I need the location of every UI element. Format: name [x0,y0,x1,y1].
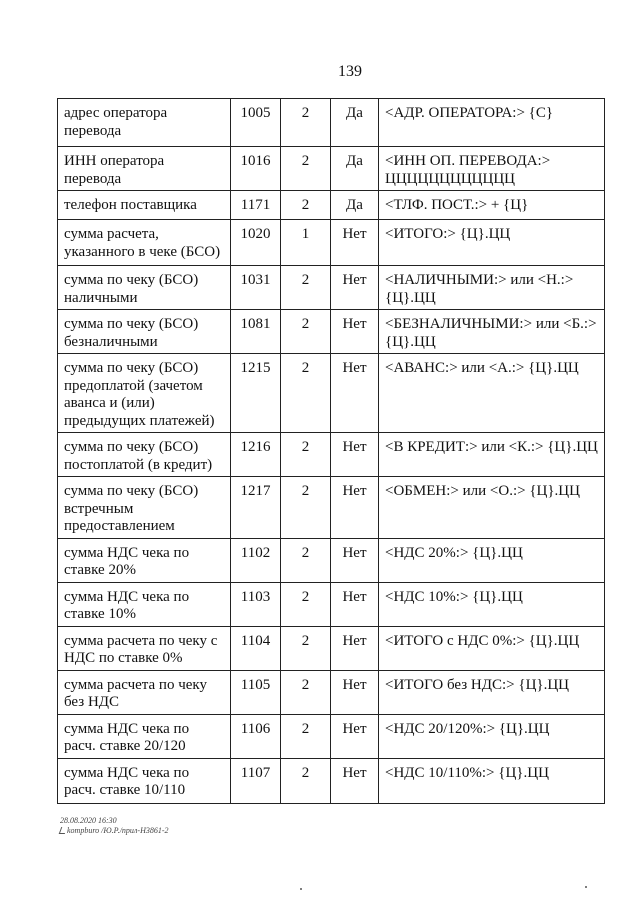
cell-required: Нет [331,714,379,758]
footer-path-line [60,826,169,836]
cell-required: Нет [331,477,379,539]
cell-required: Нет [331,758,379,803]
cell-line: сумма расчета по чеку с [64,632,218,649]
cell-tag: 1106 [231,714,281,758]
cell-count: 1 [281,220,331,266]
cell-line: <АВАНС:> или <А.:> {Ц}.ЦЦ [385,360,579,376]
cell-field-name [58,758,231,803]
cell-line: без НДС [64,694,120,710]
cell-field-name [58,670,231,714]
table-row [58,354,605,433]
cell-field-name [58,191,231,220]
cell-tag: 1103 [231,582,281,626]
cell-line: <НАЛИЧНЫМИ:> или <Н.:> [385,272,574,288]
cell-print-format [379,354,605,433]
table-row [58,191,605,220]
footer [60,816,169,836]
cell-count: 2 [281,582,331,626]
cell-field-name [58,538,231,582]
cell-line: <АДР. ОПЕРАТОРА:> {С} [385,105,554,121]
cell-line: <НДС 20/120%:> {Ц}.ЦЦ [385,720,550,737]
cell-line: {Ц}.ЦЦ [385,289,436,306]
cell-line: телефон поставщика [64,197,197,213]
table-row [58,670,605,714]
cell-field-name [58,714,231,758]
table-row [58,538,605,582]
cell-line: сумма расчета по чеку [64,676,207,693]
cell-required: Нет [331,433,379,477]
cell-tag: 1217 [231,477,281,539]
scan-speck [300,888,302,890]
cell-count: 2 [281,354,331,433]
table-row [58,266,605,310]
cell-line: сумма НДС чека по [64,588,190,605]
table-body [58,99,605,804]
cell-print-format [379,582,605,626]
cell-line: ЦЦЦЦЦЦЦЦЦЦЦЦ [385,170,515,187]
cell-required: Да [331,147,379,191]
cell-print-format [379,220,605,266]
table-row [58,147,605,191]
cell-required: Нет [331,266,379,310]
cell-print-format [379,670,605,714]
cell-required: Нет [331,354,379,433]
cell-required: Нет [331,626,379,670]
cell-count: 2 [281,758,331,803]
cell-line: <БЕЗНАЛИЧНЫМИ:> или <Б.:> [385,316,597,332]
cell-print-format [379,310,605,354]
table-row [58,477,605,539]
cell-line: постоплатой (в кредит) [64,456,213,473]
cell-field-name [58,310,231,354]
cell-field-name [58,147,231,191]
page-number: 139 [338,63,362,80]
cell-line: аванса и (или) [64,395,155,411]
cell-line: адрес оператора [64,105,168,121]
cell-line: <НДС 10%:> {Ц}.ЦЦ [385,588,523,605]
cell-count: 2 [281,670,331,714]
cell-line: <ИТОГО с НДС 0%:> {Ц}.ЦЦ [385,632,580,649]
cell-print-format [379,147,605,191]
cell-line: указанного в чеке (БСО) [64,243,221,260]
footer-timestamp: 28.08.2020 16:30 [60,816,117,825]
cell-required: Да [331,191,379,220]
cell-line: безналичными [64,333,158,350]
cell-required: Нет [331,670,379,714]
cell-required: Нет [331,538,379,582]
cell-count: 2 [281,477,331,539]
cell-print-format [379,266,605,310]
cell-field-name [58,477,231,539]
cell-count: 2 [281,99,331,147]
cell-line: <В КРЕДИТ:> или <К.:> {Ц}.ЦЦ [385,439,598,455]
requisites-table [57,98,605,804]
cell-line: перевода [64,170,122,187]
cell-count: 2 [281,147,331,191]
cell-tag: 1016 [231,147,281,191]
table-row [58,626,605,670]
table-row [58,99,605,147]
cell-field-name [58,433,231,477]
cell-required: Нет [331,582,379,626]
cell-line: сумма по чеку (БСО) [64,316,199,332]
cell-tag: 1102 [231,538,281,582]
cell-line: <ОБМЕН:> или <О.:> {Ц}.ЦЦ [385,483,580,499]
table-row [58,433,605,477]
cell-tag: 1216 [231,433,281,477]
cell-print-format [379,191,605,220]
cell-line: ставке 20% [64,562,136,578]
cell-line: расч. ставке 20/120 [64,738,186,754]
cell-line: предоплатой (зачетом [64,377,203,394]
cell-tag: 1020 [231,220,281,266]
table-row [58,582,605,626]
file-mark-icon [59,827,68,834]
cell-print-format [379,714,605,758]
cell-field-name [58,220,231,266]
cell-print-format [379,477,605,539]
cell-line: сумма НДС чека по [64,544,190,561]
cell-tag: 1104 [231,626,281,670]
cell-line: <НДС 20%:> {Ц}.ЦЦ [385,544,523,561]
table-row [58,714,605,758]
cell-count: 2 [281,266,331,310]
cell-field-name [58,266,231,310]
cell-line: сумма по чеку (БСО) [64,272,199,288]
cell-count: 2 [281,714,331,758]
cell-tag: 1215 [231,354,281,433]
cell-line: <ИТОГО:> {Ц}.ЦЦ [385,226,511,242]
cell-required: Нет [331,220,379,266]
cell-line: наличными [64,289,138,306]
table-row [58,758,605,803]
cell-line: {Ц}.ЦЦ [385,333,436,350]
cell-tag: 1107 [231,758,281,803]
footer-path: kompburo /Ю.Р./прил-Н3861-2 [67,826,169,835]
cell-print-format [379,99,605,147]
cell-line: ИНН оператора [64,153,165,169]
cell-line: <ИТОГО без НДС:> {Ц}.ЦЦ [385,676,570,693]
cell-line: сумма по чеку (БСО) [64,483,199,499]
cell-print-format [379,626,605,670]
cell-print-format [379,433,605,477]
cell-print-format [379,538,605,582]
table-row [58,310,605,354]
cell-line: ставке 10% [64,606,136,622]
cell-line: сумма расчета, [64,226,159,242]
cell-line: <ТЛФ. ПОСТ.:> + {Ц} [385,197,529,213]
cell-field-name [58,99,231,147]
cell-line: предыдущих платежей) [64,412,215,429]
scan-speck [585,886,587,888]
cell-tag: 1005 [231,99,281,147]
cell-line: предоставлением [64,518,175,534]
cell-line: сумма по чеку (БСО) [64,439,199,455]
cell-tag: 1171 [231,191,281,220]
table-row [58,220,605,266]
cell-count: 2 [281,191,331,220]
cell-count: 2 [281,538,331,582]
cell-required: Нет [331,310,379,354]
cell-field-name [58,626,231,670]
cell-line: перевода [64,122,122,139]
cell-count: 2 [281,433,331,477]
cell-line: <НДС 10/110%:> {Ц}.ЦЦ [385,764,549,781]
cell-tag: 1031 [231,266,281,310]
cell-line: расч. ставке 10/110 [64,782,186,798]
cell-field-name [58,354,231,433]
cell-tag: 1105 [231,670,281,714]
cell-field-name [58,582,231,626]
cell-line: НДС по ставке 0% [64,650,183,666]
cell-line: <ИНН ОП. ПЕРЕВОДА:> [385,153,551,169]
cell-count: 2 [281,626,331,670]
cell-count: 2 [281,310,331,354]
cell-line: встречным [64,500,134,517]
cell-line: сумма НДС чека по [64,764,190,781]
cell-print-format [379,758,605,803]
cell-line: сумма НДС чека по [64,720,190,737]
cell-required: Да [331,99,379,147]
cell-tag: 1081 [231,310,281,354]
cell-line: сумма по чеку (БСО) [64,360,199,376]
